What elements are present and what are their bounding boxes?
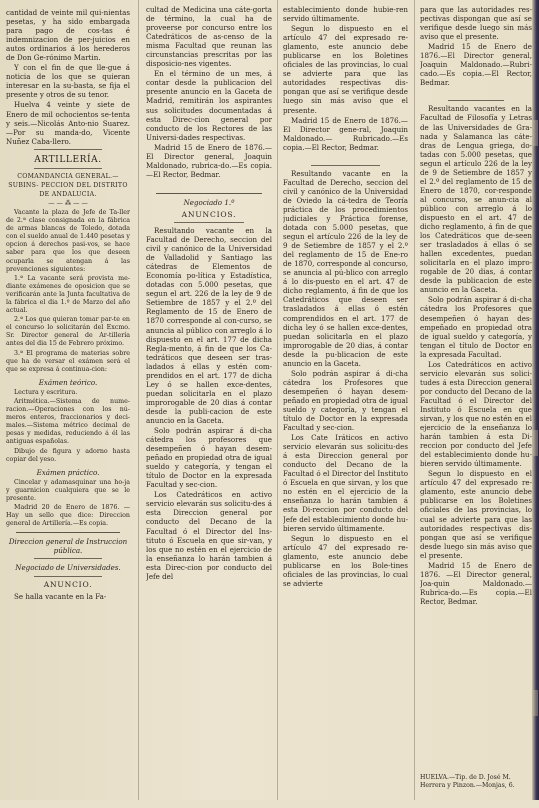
paragraph: 3.ª El programa de materias sobre que ha de versar el exámen será el que se expresa á continua-cion:: [6, 349, 130, 373]
paragraph: Resultando vacante en la Facultad de Derecho, seccion del civil y canónico de la Universidad de Oviedo la cá-tedra de Teoría práctica de los procedimientos judiciales y Práctica forense, dotada con 5.000 pesetas, que segun el artículo 226 de la ley de 9 de Setiembre de 1857 y el 2.º del reglamento de 15 de Ene-ro de 1870, corresponde al concurso, se anuncia al pú-blico con arreglo á lo dis-puesto en el art. 47 de dicho reglamento, á fin de que los Catedráticos que deseen ser trasladados á ellas ó estén comprendidos en el art. 177 de dicha ley ó se hallen exce-dentes, puedan solicitarla en el plazo improrogable de 20 dias, á contar desde la pu-blicacion de este anuncio en la Gaceta.: [283, 168, 408, 368]
paragraph: cantidad de veinte mil qui-nientas pesetas, y ha sido embargada para pago de cos-tas é indemnizacion de per-juicios en autos ordinarios á los herederos de Don Ge-rónimo Martin.: [6, 8, 130, 63]
italic-heading: Exámen práctico.: [36, 467, 100, 477]
paragraph: Y con el fin de que lle-gue á noticia de los que se quieran interesar en la su-basta, se fija el presente y otros de su tenor.: [6, 63, 130, 100]
paragraph: Aritmética.—Sistema de nume-racion.—Operaciones con los nú-meros enteros, fraccionarios y deci-males.—Sistema métrico decimal de pesas y medidas, reduciendo á él las antiguas españolas.: [6, 398, 130, 446]
paragraph: cultad de Medicina una cáte-gorta de término, la cual ha de proveerse por concurso entre los Catedráticos de as-censo de la misma Facultad que reunan las circunstancias prescritas por las disposicio-nes vigentes.: [146, 5, 272, 69]
paragraph: Vacante la plaza de Jefe de Ta-ller de 2.ª clase consignada en la fábrica de armas blancas de Toledo, dotada con el sueldo anual de 1.440 pesetas y opcion á derechos pasi-vos, se hace saber para que los que deseen ocuparla se atengan á las prevenciones siguientes:: [6, 208, 130, 273]
section-divider: [34, 168, 102, 169]
column-rule: [414, 0, 415, 800]
paragraph: 1.ª La vacante será provista me-diante exámenes de oposicion que se verificarán ante la Junta facultativa de la fábrica el dia 1.º de Marzo del año actual.: [6, 274, 130, 315]
paragraph: Solo podrán aspirar á di-cha cátedra los Profesores que desempeñen ó hayan des-empeñado en propiedad otra de igual sueldo y categoría, y tengan el título de Doctor en la expresada Facultad.: [420, 295, 532, 359]
spacer: [420, 88, 532, 97]
section-divider: [34, 576, 102, 577]
italic-heading: Direccion general de Instruccion pública.: [8, 537, 128, 556]
binding-edge: [532, 0, 539, 800]
paragraph: Los Catedráticos en activo servicio elevarán sus solicitu-des á esta Direccion general por conducto del Decano de la Facultad ó el Director del Ins-tituto ó Escuela en que sir-van, y los que no estén en el ejercicio de la enseñanza lo harán tambien á esta Direc-cion por conducto del Jefe del: [146, 490, 272, 581]
paragraph: Madrid 15 de Enero de 1876.—El Director general, Joaquin Maldonado.—Rubri-cado.—Es copia.—El Rector, Bedmar.: [420, 42, 532, 88]
paragraph: Huelva 4 veinte y siete de Enero de mil ochocientos se-tenta y seis.—Nicolás Anto-nio Suarez.—Por su manda-do, Vicente Nuñez Caba-llero.: [6, 100, 130, 146]
paragraph: Resultando vacante en la Facultad de Derecho, seccion del civil y canónico de la Universidad de Valladolid y Santiago las cátedras de Elementos de Economía po-lítica y Estadística, dotadas con 5.000 pesetas, que segun el art. 226 de la ley de 9 de Setiembre de 1857 y el 2.º del Reglamento de 15 de Enero de 1870 corresponde al con-curso, se anuncia al público con arreglo á lo dispuesto en el art. 177 de dicha Regla-mento, á fin de que los Ca-tedráticos que deseen ser tras-ladados á ellas y estén com-prendidos en el art. 177 de dicha Ley ó se hallen exce-dentes, puedan solicitarla en el plazo improrogable de 20 dias á contar desde la publi-cacion de este anuncio en la Gaceta.: [146, 225, 272, 425]
paragraph: Solo podrán aspirar á di-cha cátedra los Profesores que desempeñen ó hayan desem-peñado en propiedad otra de igual sueldo y categoría, y tengan el título de Doctor en la expresada Facultad y sec-cion.: [283, 368, 408, 433]
section-divider: [311, 165, 380, 166]
subsection-heading: COMANDANCIA GENERAL.—SUBINS- PECCION DEL DISTRITO DE ANDALUCIA.: [8, 172, 128, 198]
paragraph: Dibujo de figura y adorno hasta copiar del yeso.: [6, 447, 130, 463]
paragraph: Madrid 15 de Enero de 1876.—El Director gene-ral, Joaquin Maldonado.— Rubricado.—Es copia.—El Rector, Bedmar.: [283, 115, 408, 152]
paragraph: Solo podrán aspirar á di-cha cátedra los profesores que desempeñen ó hayan desem-peñado en propiedad otra de igual sueldo y categoría, y tengan el título de Doctor en la expresada Facultad y sec-cion.: [146, 426, 272, 490]
paragraph: Madrid 15 de Enero de 1876.—El Director general, Joaquin Maldonado, rubrica-do.—Es copia.—El Rector, Bedmar.: [146, 142, 272, 179]
column-3: [283, 5, 408, 805]
paragraph: Lectura y escritura.: [14, 388, 78, 396]
column-2: [146, 5, 272, 805]
section-divider: [156, 193, 262, 194]
paragraph: Cincelar y adamasquinar una ho-ja y guarnicion cualquiera que se le presente.: [6, 478, 130, 502]
section-divider: [16, 532, 120, 533]
column-1: [6, 8, 130, 808]
paragraph: Se halla vacante en la Fa-: [14, 591, 107, 601]
section-divider: [34, 558, 102, 559]
section-divider: [34, 149, 102, 150]
paragraph: para que las autoridades res-pectivas dispongan que así se verifique desde luego sin más aviso que el presente.: [420, 5, 532, 42]
paragraph: Segun lo dispuesto en el artículo 47 del expresado re-glamento, este anuncio debe publicarse en los Boletines oficiales de las provincias, lo cual se advierte para que las autoridades respectivas dis-pongan que así se verifique desde luego sin más aviso que el presente.: [420, 469, 532, 560]
paragraph: Madrid 20 de Enero de 1876. — Hay un sello que dice: Direccion general de Artillería.—Es copia.: [6, 504, 130, 528]
column-rule: [277, 0, 278, 800]
italic-heading: Exámen teórico.: [38, 377, 98, 387]
spacer: [146, 180, 272, 189]
paragraph: — — ⁂ — —: [48, 199, 88, 207]
notice-heading: ANUNCIO.: [43, 579, 93, 589]
paragraph: Segun lo dispuesto en el artículo 47 del expresado re-glamento, este anuncio debe publicarse en los Bole-tines oficiales de las provincias, lo cual se advierte: [283, 533, 408, 588]
italic-heading: Negociado 1.º: [183, 197, 235, 207]
italic-heading: Negociado de Universidades.: [15, 563, 121, 573]
paragraph: Madrid 15 de Enero de 1876. —El Director general, Joa-quin Maldonado.—Rubrica-do.—Es copia.—El Rector, Bedmar.: [420, 560, 532, 606]
section-heading: ARTILLERÍA.: [34, 154, 102, 165]
paragraph: establecimiento donde hubie-ren servido últimamente.: [283, 5, 408, 24]
column-4: [420, 5, 532, 805]
paragraph: Segun lo dispuesto en el artículo 47 del expresado re-glamento, este anuncio debe publicarse en los Boletines oficiales de las provincias, lo cual se advierte para que las autoridades respectivas dis-pongan que así se verifique desde luego sin más aviso que el presente.: [283, 24, 408, 115]
spacer: [283, 153, 408, 162]
paragraph: Resultando vacantes en la Facultad de Filosofía y Letras de las Universidades de Gra-nada y Salamanca las cáte-dras de Lengua griega, do-tadas con 5.000 pesetas, que segun el artículo 226 de la ley de 9 de Setiembre de 1857 y el 2.º del reglamento de 15 de Enero de 1870, cor-responde al concurso, se anun-cia al público con arreglo á lo dispuesto en el art. 47 de dicho reglamento, á fin de que los Catedráticos que de-seen ser trasladados á ellas ó se hallen excedentes, puedan solicitarla en el plazo impro-rogable de 20 dias, á contar desde la publicacion de este anuncio en la Gaceta.: [420, 104, 532, 295]
binding-mark: [533, 120, 538, 146]
notice-heading: ANUNCIOS.: [181, 209, 237, 219]
section-divider: [174, 222, 244, 223]
binding-mark: [533, 690, 538, 716]
paragraph: En el término de un mes, á contar desde la publicacion del presente anuncio en la Gaceta de Madrid, remitirán los aspirantes sus solicitudes documentadas á esta Direc-cion general por conducto de los Rectores de las Universi-dades respectivas.: [146, 69, 272, 142]
paragraph: Los Catedráticos en activo servicio elevarán sus solici-tudes á esta Direccion general por conducto del Decano de la Facultad ó el Director del Instituto ó Escuela en que sirvan, y los que no estén en el ejercicio de la enseñanza lo harán tambien á esta Di-reccion por conducto del Jefe del establecimiento donde hu-bieren servido últimamente.: [420, 359, 532, 469]
section-divider: [448, 100, 504, 101]
printer-imprint: HUELVA.—Tip. de D. José M. Herrera y Pinzon.—Monjas, 6.: [420, 774, 515, 789]
paragraph: 2.ª Los que quieran tomar par-te en el concurso lo solicitarán del Excmo. Sr. Director general de Ar-tillería antes del dia 15 de Febrero próximo.: [6, 316, 130, 348]
column-rule: [138, 0, 139, 800]
paragraph: Los Cate Iráticos en activo servicio elevarán sus solicitu-des á esta Direccion general por conducto del Decano de la Facultad ó el Director del Instituto ó Escuela en que sirvan, y los que no estén en el ejercicio de la enseñanza lo harán tambien á esta Di-reccion por conducto del Jefe del establecimiento donde hu-bieren servido últimamente.: [283, 433, 408, 533]
binding-mark: [533, 430, 538, 456]
